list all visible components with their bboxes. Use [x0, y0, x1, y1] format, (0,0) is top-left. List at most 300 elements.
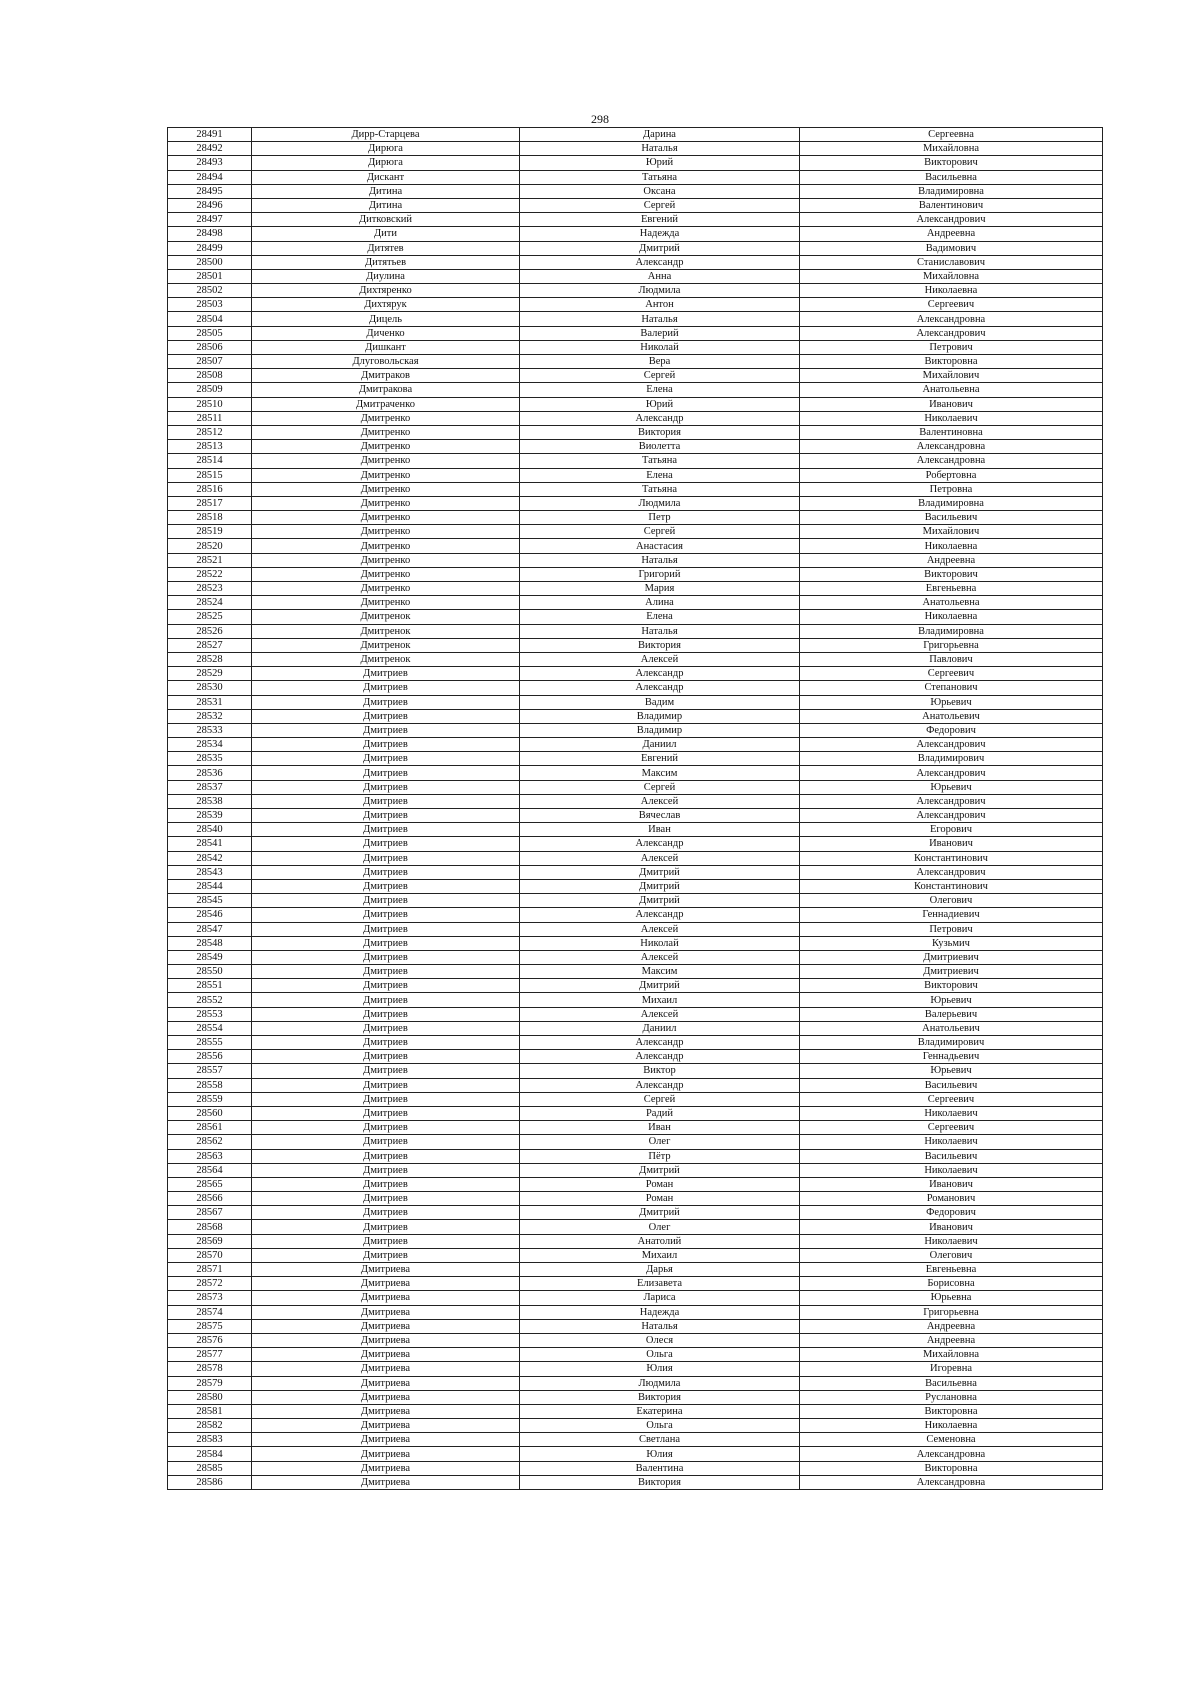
record-number: 28534 [168, 738, 252, 752]
record-number: 28545 [168, 894, 252, 908]
patronymic: Иванович [800, 837, 1103, 851]
last-name: Дмитриев [252, 1106, 520, 1120]
first-name: Евгений [520, 213, 800, 227]
first-name: Виктория [520, 638, 800, 652]
record-number: 28564 [168, 1163, 252, 1177]
last-name: Дмитриев [252, 993, 520, 1007]
last-name: Дмитренко [252, 411, 520, 425]
first-name: Юрий [520, 156, 800, 170]
record-number: 28495 [168, 184, 252, 198]
table-row [168, 1348, 1103, 1362]
last-name: Дмитракова [252, 383, 520, 397]
last-name: Дмитриев [252, 794, 520, 808]
last-name: Дмитриев [252, 879, 520, 893]
patronymic: Федорович [800, 1206, 1103, 1220]
record-number: 28582 [168, 1419, 252, 1433]
first-name: Татьяна [520, 482, 800, 496]
record-number: 28541 [168, 837, 252, 851]
first-name: Радий [520, 1106, 800, 1120]
table-row [168, 624, 1103, 638]
last-name: Дмитриев [252, 936, 520, 950]
table-row [168, 1149, 1103, 1163]
patronymic: Евгеньевна [800, 1263, 1103, 1277]
patronymic: Олегович [800, 1248, 1103, 1262]
record-number: 28560 [168, 1106, 252, 1120]
first-name: Александр [520, 1050, 800, 1064]
first-name: Николай [520, 340, 800, 354]
first-name: Вячеслав [520, 809, 800, 823]
record-number: 28554 [168, 1021, 252, 1035]
last-name: Дмитраченко [252, 397, 520, 411]
patronymic: Сергеевич [800, 1121, 1103, 1135]
first-name: Татьяна [520, 170, 800, 184]
table-row [168, 1433, 1103, 1447]
last-name: Дмитриева [252, 1376, 520, 1390]
first-name: Александр [520, 1078, 800, 1092]
last-name: Дмитриева [252, 1475, 520, 1489]
record-number: 28549 [168, 950, 252, 964]
first-name: Владимир [520, 723, 800, 737]
last-name: Дирр-Старцева [252, 128, 520, 142]
first-name: Александр [520, 837, 800, 851]
record-number: 28509 [168, 383, 252, 397]
patronymic: Васильевна [800, 1376, 1103, 1390]
last-name: Дмитренок [252, 652, 520, 666]
first-name: Владимир [520, 709, 800, 723]
table-row [168, 894, 1103, 908]
first-name: Наталья [520, 312, 800, 326]
last-name: Дмитриев [252, 1220, 520, 1234]
first-name: Николай [520, 936, 800, 950]
record-number: 28498 [168, 227, 252, 241]
patronymic: Анатольевна [800, 383, 1103, 397]
table-row [168, 979, 1103, 993]
patronymic: Александрович [800, 766, 1103, 780]
patronymic: Николаевич [800, 1163, 1103, 1177]
table-row [168, 156, 1103, 170]
last-name: Дмитренко [252, 425, 520, 439]
table-row [168, 1121, 1103, 1135]
patronymic: Борисовна [800, 1277, 1103, 1291]
table-row [168, 1220, 1103, 1234]
record-number: 28566 [168, 1192, 252, 1206]
record-number: 28503 [168, 298, 252, 312]
record-number: 28511 [168, 411, 252, 425]
record-number: 28523 [168, 582, 252, 596]
record-number: 28570 [168, 1248, 252, 1262]
patronymic: Игоревна [800, 1362, 1103, 1376]
first-name: Дмитрий [520, 879, 800, 893]
patronymic: Викторович [800, 567, 1103, 581]
last-name: Дмитриев [252, 1149, 520, 1163]
last-name: Дмитриева [252, 1433, 520, 1447]
last-name: Дмитриев [252, 1192, 520, 1206]
record-number: 28493 [168, 156, 252, 170]
record-number: 28525 [168, 610, 252, 624]
last-name: Дмитриева [252, 1263, 520, 1277]
patronymic: Викторович [800, 156, 1103, 170]
record-number: 28573 [168, 1291, 252, 1305]
table-row [168, 184, 1103, 198]
record-number: 28576 [168, 1333, 252, 1347]
last-name: Диулина [252, 269, 520, 283]
patronymic: Евгеньевна [800, 582, 1103, 596]
record-number: 28543 [168, 865, 252, 879]
patronymic: Юрьевич [800, 780, 1103, 794]
table-row [168, 851, 1103, 865]
last-name: Дмитриева [252, 1333, 520, 1347]
first-name: Оксана [520, 184, 800, 198]
table-row [168, 1447, 1103, 1461]
table-row [168, 1092, 1103, 1106]
last-name: Дмитриев [252, 1050, 520, 1064]
last-name: Дмитриев [252, 1248, 520, 1262]
first-name: Вадим [520, 695, 800, 709]
last-name: Дмитриев [252, 1206, 520, 1220]
table-row [168, 411, 1103, 425]
last-name: Дмитренко [252, 440, 520, 454]
patronymic: Олегович [800, 894, 1103, 908]
patronymic: Юрьевна [800, 1291, 1103, 1305]
table-row [168, 794, 1103, 808]
record-number: 28563 [168, 1149, 252, 1163]
first-name: Роман [520, 1177, 800, 1191]
last-name: Дмитренок [252, 610, 520, 624]
first-name: Антон [520, 298, 800, 312]
table-row [168, 638, 1103, 652]
first-name: Максим [520, 965, 800, 979]
table-row [168, 709, 1103, 723]
table-row [168, 936, 1103, 950]
first-name: Юрий [520, 397, 800, 411]
last-name: Дмитриев [252, 1163, 520, 1177]
record-number: 28539 [168, 809, 252, 823]
patronymic: Васильевна [800, 170, 1103, 184]
patronymic: Егорович [800, 823, 1103, 837]
table-row [168, 355, 1103, 369]
table-row [168, 1333, 1103, 1347]
patronymic: Андреевна [800, 227, 1103, 241]
last-name: Дмитренко [252, 567, 520, 581]
table-row [168, 312, 1103, 326]
first-name: Евгений [520, 752, 800, 766]
first-name: Александр [520, 908, 800, 922]
record-number: 28528 [168, 652, 252, 666]
table-row [168, 879, 1103, 893]
record-number: 28538 [168, 794, 252, 808]
last-name: Дмитриев [252, 809, 520, 823]
last-name: Дмитренко [252, 511, 520, 525]
first-name: Виктория [520, 1390, 800, 1404]
table-row [168, 298, 1103, 312]
last-name: Дирюга [252, 142, 520, 156]
table-row [168, 1192, 1103, 1206]
last-name: Дмитриев [252, 752, 520, 766]
first-name: Елизавета [520, 1277, 800, 1291]
last-name: Дмитренко [252, 482, 520, 496]
record-number: 28567 [168, 1206, 252, 1220]
last-name: Дмитриева [252, 1419, 520, 1433]
table-row [168, 695, 1103, 709]
last-name: Дмитриев [252, 1092, 520, 1106]
last-name: Дмитренко [252, 525, 520, 539]
record-number: 28494 [168, 170, 252, 184]
first-name: Алексей [520, 652, 800, 666]
last-name: Дмитриева [252, 1348, 520, 1362]
table-row [168, 809, 1103, 823]
record-number: 28515 [168, 468, 252, 482]
patronymic: Александровна [800, 1475, 1103, 1489]
patronymic: Константинович [800, 879, 1103, 893]
patronymic: Викторовна [800, 1461, 1103, 1475]
table-row [168, 383, 1103, 397]
first-name: Олег [520, 1135, 800, 1149]
table-row [168, 326, 1103, 340]
patronymic: Иванович [800, 1177, 1103, 1191]
page-number: 298 [591, 112, 609, 126]
first-name: Алексей [520, 1007, 800, 1021]
table-row [168, 1362, 1103, 1376]
patronymic: Сергеевич [800, 298, 1103, 312]
table-row [168, 198, 1103, 212]
first-name: Григорий [520, 567, 800, 581]
last-name: Дмитриев [252, 1007, 520, 1021]
patronymic: Николаевич [800, 1135, 1103, 1149]
record-number: 28574 [168, 1305, 252, 1319]
patronymic: Сергеевна [800, 128, 1103, 142]
last-name: Дмитриева [252, 1277, 520, 1291]
patronymic: Владимировна [800, 496, 1103, 510]
last-name: Дмитриева [252, 1291, 520, 1305]
first-name: Людмила [520, 496, 800, 510]
patronymic: Иванович [800, 1220, 1103, 1234]
table-row [168, 965, 1103, 979]
patronymic: Петрович [800, 340, 1103, 354]
record-number: 28502 [168, 284, 252, 298]
last-name: Дмитриев [252, 695, 520, 709]
first-name: Мария [520, 582, 800, 596]
first-name: Сергей [520, 1092, 800, 1106]
last-name: Дмитриев [252, 1121, 520, 1135]
record-number: 28510 [168, 397, 252, 411]
first-name: Дмитрий [520, 241, 800, 255]
record-number: 28505 [168, 326, 252, 340]
record-number: 28578 [168, 1362, 252, 1376]
last-name: Дмитренок [252, 624, 520, 638]
patronymic: Романович [800, 1192, 1103, 1206]
last-name: Дмитриев [252, 865, 520, 879]
table-row [168, 369, 1103, 383]
last-name: Дмитриев [252, 709, 520, 723]
first-name: Дмитрий [520, 865, 800, 879]
record-number: 28492 [168, 142, 252, 156]
record-number: 28568 [168, 1220, 252, 1234]
last-name: Дмитриев [252, 894, 520, 908]
table-row [168, 766, 1103, 780]
first-name: Виктория [520, 1475, 800, 1489]
last-name: Дмитриев [252, 1177, 520, 1191]
patronymic: Викторовна [800, 1404, 1103, 1418]
table-row [168, 610, 1103, 624]
table-row [168, 1419, 1103, 1433]
record-number: 28521 [168, 553, 252, 567]
first-name: Алина [520, 596, 800, 610]
first-name: Петр [520, 511, 800, 525]
first-name: Михаил [520, 993, 800, 1007]
last-name: Дмитриев [252, 1135, 520, 1149]
first-name: Людмила [520, 284, 800, 298]
first-name: Алексей [520, 950, 800, 964]
table-row [168, 553, 1103, 567]
record-number: 28513 [168, 440, 252, 454]
record-number: 28584 [168, 1447, 252, 1461]
patronymic: Васильевич [800, 1149, 1103, 1163]
table-row [168, 496, 1103, 510]
table-row [168, 440, 1103, 454]
last-name: Дицель [252, 312, 520, 326]
last-name: Дмитриева [252, 1305, 520, 1319]
patronymic: Андреевна [800, 1333, 1103, 1347]
last-name: Дмитриев [252, 738, 520, 752]
first-name: Наталья [520, 553, 800, 567]
table-row [168, 752, 1103, 766]
table-row [168, 468, 1103, 482]
table-row [168, 213, 1103, 227]
last-name: Дмитренко [252, 596, 520, 610]
last-name: Дмитраков [252, 369, 520, 383]
table-row [168, 950, 1103, 964]
last-name: Дмитриев [252, 950, 520, 964]
table-row [168, 993, 1103, 1007]
patronymic: Павлович [800, 652, 1103, 666]
first-name: Валентина [520, 1461, 800, 1475]
first-name: Дарья [520, 1263, 800, 1277]
record-number: 28555 [168, 1036, 252, 1050]
first-name: Анна [520, 269, 800, 283]
patronymic: Андреевна [800, 1319, 1103, 1333]
table-row [168, 227, 1103, 241]
record-number: 28565 [168, 1177, 252, 1191]
last-name: Дихтярук [252, 298, 520, 312]
first-name: Вера [520, 355, 800, 369]
table-row [168, 1135, 1103, 1149]
record-number: 28530 [168, 681, 252, 695]
table-row [168, 667, 1103, 681]
table-row [168, 170, 1103, 184]
first-name: Михаил [520, 1248, 800, 1262]
patronymic: Александрович [800, 809, 1103, 823]
record-number: 28542 [168, 851, 252, 865]
table-row [168, 1263, 1103, 1277]
patronymic: Петрович [800, 922, 1103, 936]
table-row [168, 723, 1103, 737]
first-name: Пётр [520, 1149, 800, 1163]
first-name: Татьяна [520, 454, 800, 468]
first-name: Валерий [520, 326, 800, 340]
first-name: Анастасия [520, 539, 800, 553]
patronymic: Руслановна [800, 1390, 1103, 1404]
table-row [168, 1064, 1103, 1078]
record-number: 28559 [168, 1092, 252, 1106]
record-number: 28552 [168, 993, 252, 1007]
patronymic: Валентинович [800, 198, 1103, 212]
patronymic: Михайловна [800, 1348, 1103, 1362]
patronymic: Петровна [800, 482, 1103, 496]
table-row [168, 1376, 1103, 1390]
table-row [168, 1319, 1103, 1333]
last-name: Дмитриев [252, 837, 520, 851]
last-name: Дмитренко [252, 553, 520, 567]
table-row [168, 1036, 1103, 1050]
first-name: Роман [520, 1192, 800, 1206]
table-row [168, 340, 1103, 354]
names-table [167, 127, 1103, 1490]
last-name: Дмитриев [252, 1064, 520, 1078]
patronymic: Николаевна [800, 610, 1103, 624]
last-name: Дмитриев [252, 979, 520, 993]
patronymic: Андреевна [800, 553, 1103, 567]
first-name: Александр [520, 1036, 800, 1050]
record-number: 28583 [168, 1433, 252, 1447]
table-row [168, 1404, 1103, 1418]
patronymic: Александровна [800, 454, 1103, 468]
last-name: Дмитренко [252, 539, 520, 553]
first-name: Сергей [520, 780, 800, 794]
last-name: Дмитренок [252, 638, 520, 652]
record-number: 28514 [168, 454, 252, 468]
patronymic: Анатольевна [800, 596, 1103, 610]
patronymic: Владимирович [800, 752, 1103, 766]
table-row [168, 865, 1103, 879]
patronymic: Степанович [800, 681, 1103, 695]
table-row [168, 908, 1103, 922]
first-name: Лариса [520, 1291, 800, 1305]
last-name: Дитина [252, 184, 520, 198]
record-number: 28504 [168, 312, 252, 326]
record-number: 28544 [168, 879, 252, 893]
table-row [168, 269, 1103, 283]
record-number: 28540 [168, 823, 252, 837]
record-number: 28531 [168, 695, 252, 709]
record-number: 28537 [168, 780, 252, 794]
first-name: Сергей [520, 369, 800, 383]
patronymic: Николаевна [800, 539, 1103, 553]
patronymic: Геннадиевич [800, 908, 1103, 922]
patronymic: Сергеевич [800, 1092, 1103, 1106]
first-name: Дмитрий [520, 979, 800, 993]
table-row [168, 1234, 1103, 1248]
record-number: 28548 [168, 936, 252, 950]
record-number: 28551 [168, 979, 252, 993]
first-name: Людмила [520, 1376, 800, 1390]
first-name: Дмитрий [520, 1206, 800, 1220]
last-name: Дмитриев [252, 667, 520, 681]
record-number: 28575 [168, 1319, 252, 1333]
last-name: Дмитриева [252, 1319, 520, 1333]
record-number: 28491 [168, 128, 252, 142]
record-number: 28585 [168, 1461, 252, 1475]
record-number: 28533 [168, 723, 252, 737]
table-row [168, 539, 1103, 553]
last-name: Дмитриев [252, 823, 520, 837]
table-row [168, 1277, 1103, 1291]
patronymic: Викторович [800, 979, 1103, 993]
patronymic: Александрович [800, 326, 1103, 340]
table-row [168, 922, 1103, 936]
record-number: 28535 [168, 752, 252, 766]
record-number: 28501 [168, 269, 252, 283]
first-name: Александр [520, 681, 800, 695]
